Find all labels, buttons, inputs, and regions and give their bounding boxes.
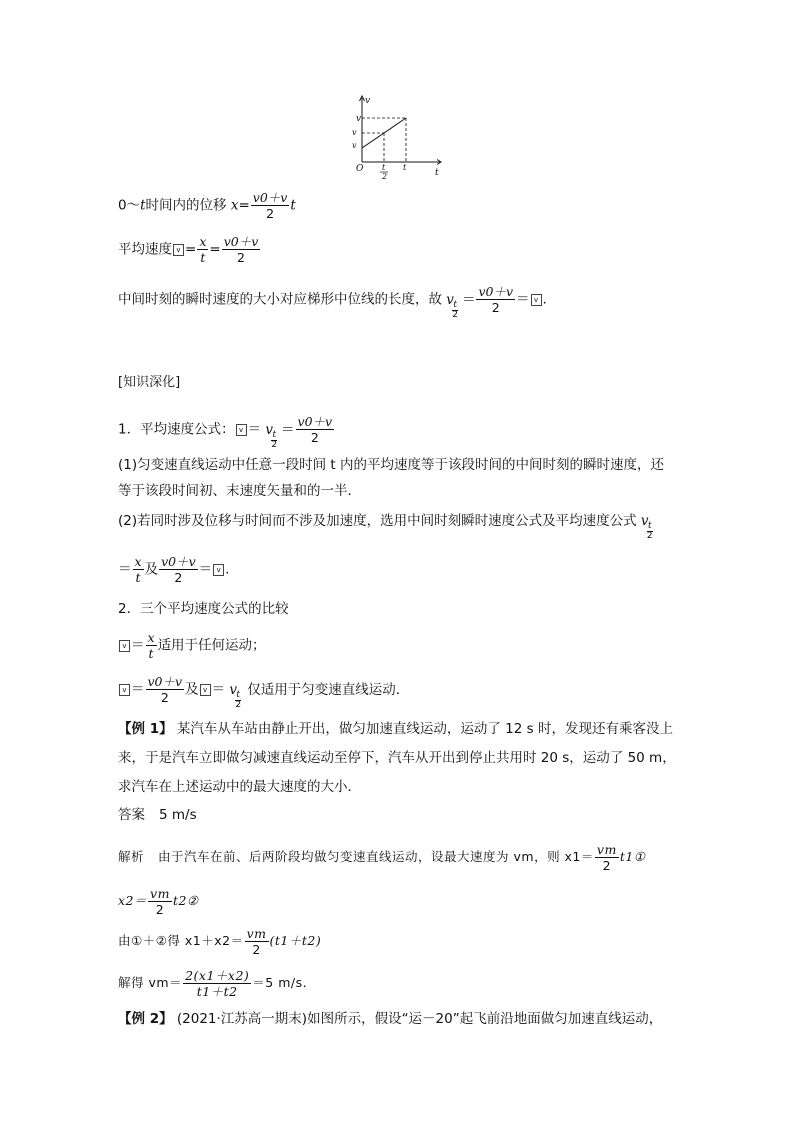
equals: ＝ — [198, 561, 213, 578]
equals: ＝ — [247, 421, 266, 438]
vbar-symbol: v — [531, 294, 542, 306]
text: 某汽车从车站由静止开出，做匀加速直线运动，运动了 12 s 时，发现还有乘客没上 — [172, 721, 673, 737]
period: . — [542, 291, 547, 308]
vbar-symbol: v — [119, 684, 130, 696]
vbar-symbol: v — [213, 564, 224, 576]
v-half-symbol: v t 2 — [446, 291, 459, 320]
v-label: v — [356, 114, 362, 124]
t-tick-label: t — [403, 163, 407, 172]
fraction: $\frac{x}{t}$ — [134, 554, 142, 585]
example-1-line-c: 求汽车在上述运动中的最大速度的大小． — [118, 779, 361, 795]
var-t: t — [140, 197, 146, 214]
paragraph-1a: (1)匀变速直线运动中任意一段时间 t 内的平均速度等于该段时间的中间时刻的瞬时速度，还 — [118, 457, 664, 473]
equals: = — [238, 197, 250, 214]
text: (2)若同时涉及位移与时间而不涉及加速度，选用中间时刻瞬时速度公式及平均速度公式 — [118, 513, 641, 529]
formula-any-motion — [118, 630, 266, 661]
origin-label: O — [356, 164, 364, 174]
text: 仅适用于匀变速直线运动． — [243, 681, 410, 698]
vbar-symbol: v — [119, 640, 130, 652]
paragraph-2a — [118, 512, 653, 541]
v0-label: v — [352, 141, 357, 150]
fraction: $\frac{vm}{2}$ — [246, 926, 267, 957]
var-t: t — [290, 197, 296, 214]
solution-line-d — [118, 968, 307, 999]
text: t2② — [172, 893, 199, 908]
solution-line-a — [118, 842, 646, 873]
equals: ＝ — [118, 561, 132, 578]
solution-label: 解析 — [118, 849, 145, 864]
equals: ＝ — [131, 637, 145, 654]
formula-1 — [118, 414, 335, 450]
heading-comparison: 2．三个平均速度公式的比较 — [118, 601, 289, 617]
vbar-symbol: v — [173, 244, 184, 256]
fraction: $\frac{v0+v}{2}$ — [147, 674, 183, 705]
var-x: x — [230, 197, 239, 214]
line-middle-time — [118, 284, 547, 320]
fraction: $\frac{vm}{2}$ — [596, 842, 617, 873]
answer — [118, 806, 197, 824]
answer-value: 5 m/s — [159, 807, 197, 823]
paragraph-1b: 等于该段时间初、末速度矢量和的一半． — [118, 483, 361, 499]
line-displacement — [118, 190, 296, 221]
fraction: $\frac{x}{t}$ — [199, 234, 207, 265]
example-2-line-a — [118, 1010, 662, 1028]
equals: ＝ — [281, 421, 295, 438]
fraction: $\frac{v0+v}{2}$ — [297, 414, 333, 445]
paragraph-2b — [118, 554, 229, 585]
solution-line-c — [118, 926, 321, 957]
text: x2＝ — [118, 893, 148, 908]
vhalf-label: v — [352, 128, 357, 137]
v-half-symbol: v t 2 — [229, 681, 242, 710]
v-t-graph — [340, 92, 450, 180]
example-label: 【例 2】 — [118, 1011, 173, 1027]
equals: ＝ — [211, 681, 230, 698]
text: t1① — [619, 849, 646, 864]
fraction: $\frac{v0+v}{2}$ — [161, 554, 196, 585]
text: ＝5 m/s. — [252, 975, 308, 990]
equals: ＝ — [516, 291, 530, 308]
text: 由于汽车在前、后两阶段均做匀变速直线运动，设最大速度为 vm，则 x1＝ — [158, 849, 594, 864]
fraction: $\frac{v0+v}{2}$ — [252, 190, 288, 221]
solution-line-b — [118, 886, 199, 917]
equals: ＝ — [461, 291, 476, 308]
fraction: $\frac{vm}{2}$ — [150, 886, 170, 917]
equals: ＝ — [131, 681, 145, 698]
text: 及 — [144, 561, 159, 578]
fraction: $\frac{v0+v}{2}$ — [223, 234, 259, 265]
example-1-line-a — [118, 720, 673, 738]
example-label: 【例 1】 — [118, 721, 173, 737]
text: 由①＋②得 x1＋x2＝ — [118, 933, 244, 948]
text: 0～ — [118, 197, 141, 214]
equals: = — [209, 241, 221, 258]
line-average-velocity — [118, 234, 261, 265]
thalf-den: 2 — [382, 172, 388, 180]
text: 及 — [185, 681, 199, 698]
thalf-num: t — [382, 163, 386, 172]
text: 适用于任何运动； — [157, 637, 266, 654]
equals: = — [185, 241, 197, 258]
answer-label: 答案 — [118, 807, 145, 823]
vbar-symbol: v — [200, 684, 211, 696]
section-heading: [知识深化] — [118, 375, 181, 390]
text: 解得 vm＝ — [118, 975, 183, 990]
fraction: $\frac{v0+v}{2}$ — [478, 284, 514, 315]
vbar-symbol: v — [236, 424, 247, 436]
text: 中间时刻的瞬时速度的大小对应梯形中位线的长度，故 — [118, 291, 447, 308]
formula-uniform-accel — [118, 674, 410, 710]
period: . — [225, 561, 230, 578]
v-half-symbol: v t 2 — [640, 513, 653, 541]
fraction: $\frac{2(x1+x2)}{t1+t2}$ — [185, 968, 250, 999]
axis-t-label: t — [435, 168, 439, 178]
text: 时间内的位移 — [145, 197, 231, 214]
text: (t1＋t2) — [269, 933, 322, 948]
text: (2021·江苏高一期末)如图所示，假设“运－20”起飞前沿地面做匀加速直线运动， — [172, 1011, 663, 1027]
axis-v-label: v — [365, 96, 371, 106]
example-1-line-b: 来，于是汽车立即做匀减速直线运动至停下，汽车从开出到停止共用时 20 s，运动了 50 m， — [118, 750, 676, 766]
text: 平均速度 — [118, 241, 172, 258]
fraction: $\frac{x}{t}$ — [147, 630, 155, 661]
v-half-symbol: v t 2 — [265, 421, 278, 450]
text: 1．平均速度公式： — [118, 421, 235, 438]
